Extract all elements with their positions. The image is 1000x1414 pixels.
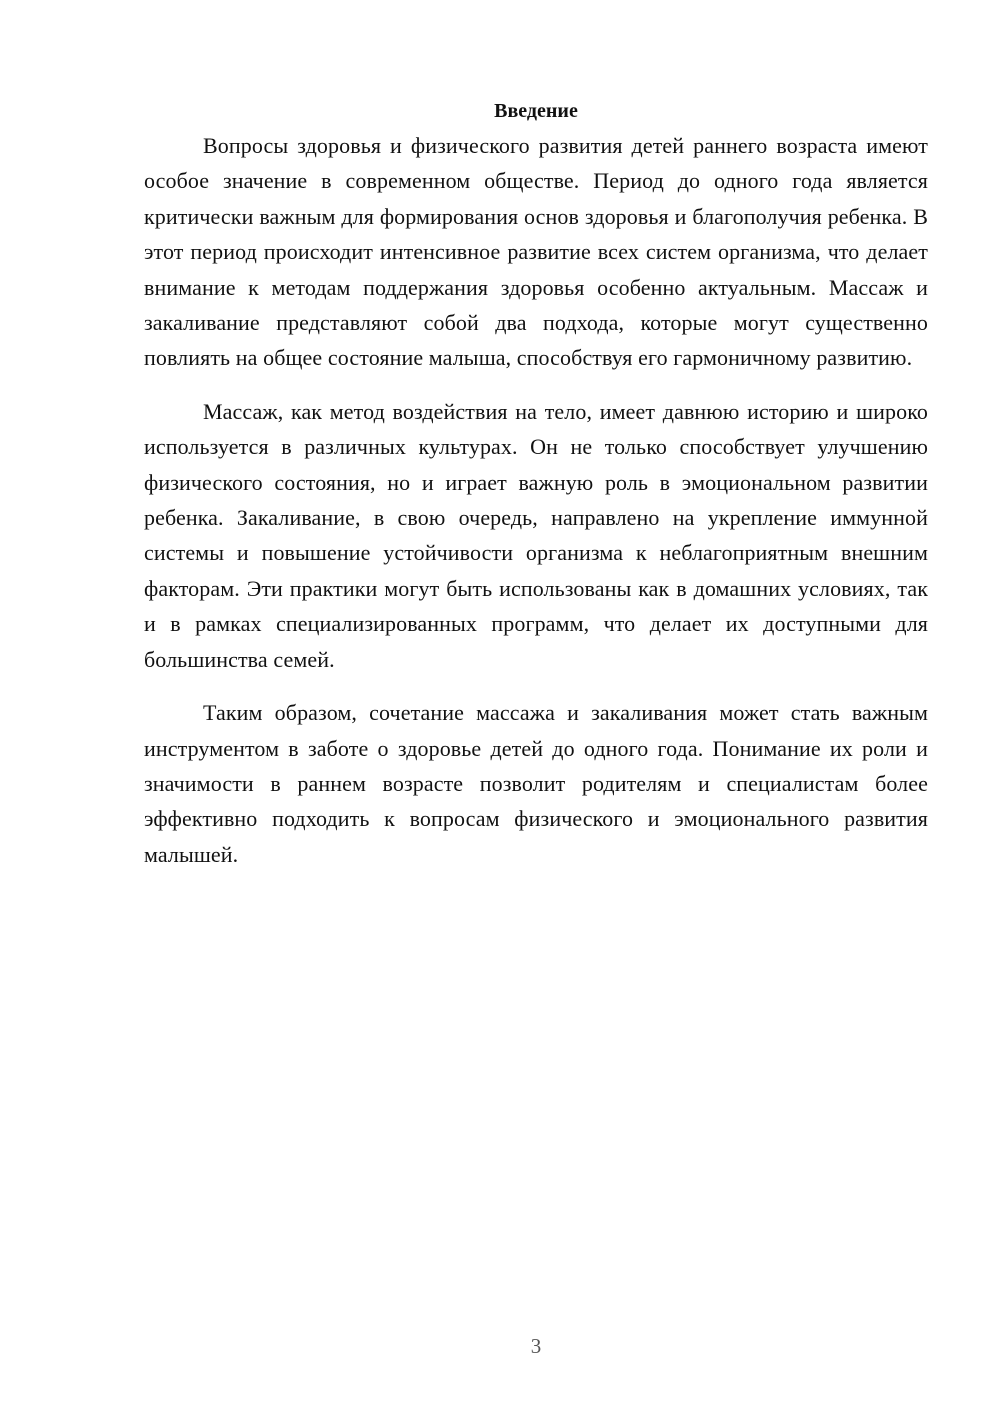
section-title: Введение: [494, 100, 578, 122]
page-number: 3: [530, 1334, 542, 1358]
paragraph-1: Вопросы здоровья и физического развития детей раннего возраста имеют особое значение в современном обществе. Период до одного года является критически важным для формирования основ здоровья и благополучия ребенка. В этот период происходит интенсивное развитие всех систем организма, что делает внимание к методам поддержания здоровья особенно актуальным. Массаж и закаливание представляют собой два подхода, которые могут существенно повлиять на общее состояние малыша, способствуя его гармоничному развитию.: [144, 133, 928, 371]
paragraph-3: Таким образом, сочетание массажа и закаливания может стать важным инструментом в заботе о здоровье детей до одного года. Понимание их роли и значимости в раннем возрасте позволит родителям и специалистам более эффективно подходить к вопросам физического и эмоционального развития малышей.: [144, 700, 928, 867]
page-content: [144, 94, 928, 890]
paragraph-2: Массаж, как метод воздействия на тело, имеет давнюю историю и широко используется в различных культурах. Он не только способствует улучшению физического состояния, но и играет важную роль в эмоциональном развитии ребенка. Закаливание, в свою очередь, направлено на укрепление иммунной системы и повышение устойчивости организма к неблагоприятным внешним факторам. Эти практики могут быть использованы как в домашних условиях, так и в рамках специализированных программ, что делает их доступными для большинства семей.: [144, 398, 928, 672]
